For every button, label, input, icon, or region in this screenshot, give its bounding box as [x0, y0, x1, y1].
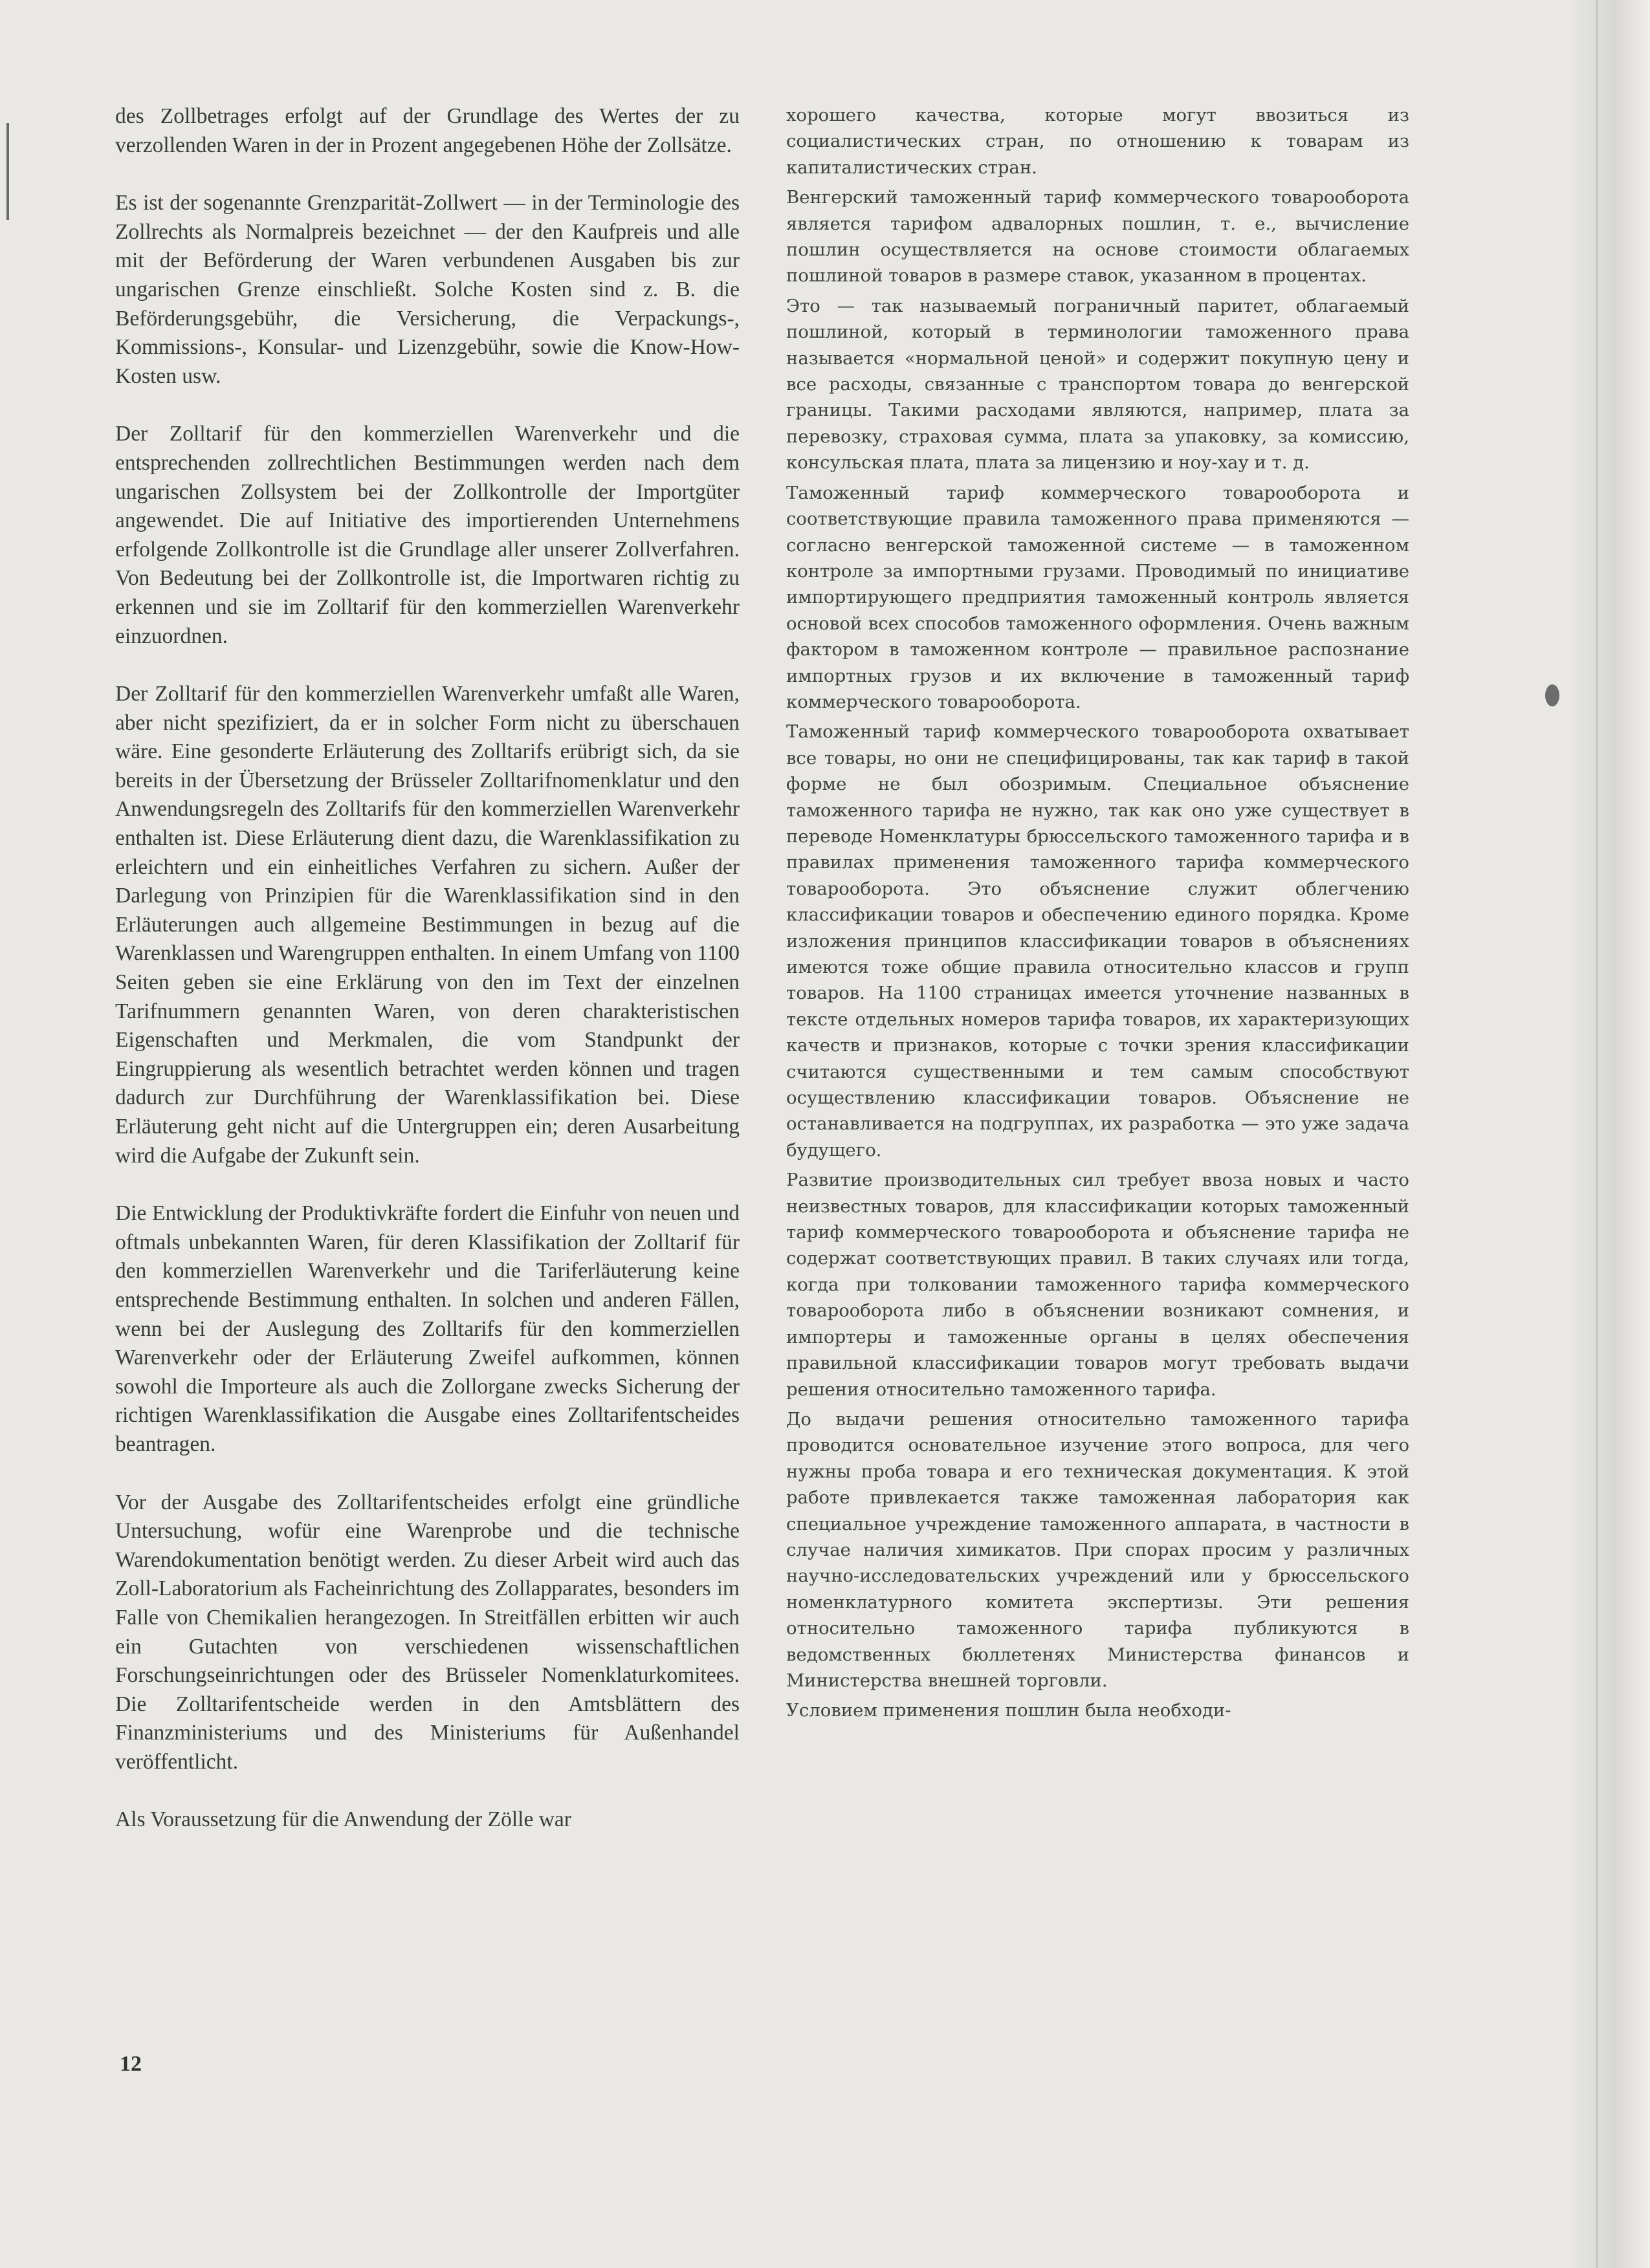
russian-paragraph-4: Таможенный тариф коммерческого товарооборота и соответствующие правила таможенного права применяются — согласно венгерской таможенной системе — в таможенном контроле за импортными грузами. Проводимый по инициативе импортирующего предприятия таможенный контроль является основой всех способов таможенного оформления. Очень важным фактором в таможенном контроле — правильное распознание импортных грузов и их включение в таможенный тариф коммерческого товарооборота.	[786, 482, 1409, 712]
russian-column	[786, 102, 1409, 1728]
german-column	[115, 102, 740, 1864]
german-paragraph-3: Der Zolltarif für den kommerziellen Warenverkehr und die entsprechenden zollrechtlichen Bestimmungen werden nach dem ungarischen Zollsystem bei der Zollkontrolle der Importgüter angewendet. Die auf Initiative des importierenden Unternehmens erfolgende Zollkontrolle ist die Grundlage aller unserer Zollverfahren. Von Bedeutung bei der Zollkontrolle ist, die Importwaren richtig zu erkennen und sie im Zolltarif für den kommerziellen Warenverkehr einzuordnen.	[115, 422, 740, 648]
russian-paragraph-2: Венгерский таможенный тариф коммерческого товарооборота является тарифом адвалорных пошлин, т. е., вычисление пошлин осуществляется на основе стоимости облагаемых пошлиной товаров в размере ставок, указанном в процентах.	[786, 187, 1409, 287]
german-paragraph-2: Es ist der sogenannte Grenzparität-Zollwert — in der Terminologie des Zollrechts als Normalpreis bezeichnet — der den Kaufpreis und alle mit der Beförderung der Waren verbundenen Ausgaben bis zur ungarischen Grenze einschließt. Solche Kosten sind z. B. die Beförderungsgebühr, die Versicherung, die Verpackungs-, Kommissions-, Konsular- und Lizenzgebühr, sowie die Know-How-Kosten usw.	[115, 191, 740, 388]
russian-paragraph-3: Это — так называемый пограничный паритет, облагаемый пошлиной, который в терминологии таможенного права называется «нормальной ценой» и содержит покупную цену и все расходы, связанные с транспортом товара до венгерской границы. Такими расходами являются, например, плата за перевозку, страховая сумма, плата за упаковку, за комиссию, консульская плата, плата за лицензию и ноу-хау и т. д.	[786, 295, 1409, 474]
russian-paragraph-8: Условием применения пошлин была необходи-	[786, 1700, 1231, 1721]
left-margin-mark	[6, 123, 9, 220]
german-paragraph-1: des Zollbetrages erfolgt auf der Grundlage des Wertes der zu verzollenden Waren in der in Prozent angegebenen Höhe der Zollsätze.	[115, 104, 740, 157]
russian-paragraph-5: Таможенный тариф коммерческого товарооборота охватывает все товары, но они не специфицированы, так как тариф в такой форме не был обозримым. Специальное объяснение таможенного тарифа не нужно, так как оно уже существует в переводе Номенклатуры брюссельского таможенного тарифа и в правилах применения таможенного тарифа коммерческого товарооборота. Это объяснение служит облегчению классификации товаров и обеспечению единого порядка. Кроме изложения принципов классификации товаров в объяснениях имеются тоже общие правила относительно классов и групп товаров. На 1100 страницах имеется уточнение названных в тексте отдельных номеров тарифа товаров, их характеризующих качеств и признаков, которые с точки зрения классификации считаются существенными и тем самым способствуют осуществлению классификации товаров. Объяснение не останавливается на подгруппах, их разработка — это уже задача будущего.	[786, 721, 1409, 1161]
ink-blot	[1545, 684, 1559, 706]
german-paragraph-7: Als Voraussetzung für die Anwendung der Zölle war	[115, 1807, 571, 1832]
german-paragraph-6: Vor der Ausgabe des Zolltarifentscheides erfolgt eine gründliche Untersuchung, wofür eine Warenprobe und die technische Warendokumentation benötigt werden. Zu dieser Arbeit wird auch das Zoll-Laboratorium als Facheinrichtung des Zollapparates, besonders im Falle von Chemikalien herangezogen. In Streitfällen erbitten wir auch ein Gutachten von verschiedenen wissenschaftlichen Forschungseinrichtungen oder des Brüsseler Nomenklaturkomitees. Die Zolltarifentscheide werden in den Amtsblättern des Finanzministeriums und des Ministeriums für Außenhandel veröffentlicht.	[115, 1490, 740, 1774]
russian-paragraph-7: До выдачи решения относительно таможенного тарифа проводится основательное изучение этого вопроса, для чего нужны проба товара и его техническая документация. К этой работе привлекается также таможенная лаборатория как специальное учреждение таможенного аппарата, в частности в случае наличия химикатов. При спорах просим у различных научно-исследовательских учреждений или у брюссельского номенклатурного комитета экспертизы. Эти решения относительно таможенного тарифа публикуются в ведомственных бюллетенях Министерства финансов и Министерства внешней торговли.	[786, 1408, 1409, 1691]
russian-paragraph-1: хорошего качества, которые могут ввозиться из социалистических стран, по отношению к товарам из капиталистических стран.	[786, 105, 1409, 178]
russian-paragraph-6: Развитие производительных сил требует ввоза новых и часто неизвестных товаров, для классификации которых таможенный тариф коммерческого товарооборота и объяснение тарифа не содержат соответствующих правил. В таких случаях или тогда, когда при толковании таможенного тарифа коммерческого товарооборота либо в объяснении возникают сомнения, и импортеры и таможенные органы в целях обеспечения правильной классификации товаров могут требовать выдачи решения относительно таможенного тарифа.	[786, 1170, 1409, 1400]
page-number: 12	[120, 2052, 142, 2076]
page-binding-shadow	[1572, 0, 1650, 2268]
page-edge	[1596, 0, 1598, 2268]
german-paragraph-4: Der Zolltarif für den kommerziellen Warenverkehr umfaßt alle Waren, aber nicht spezifiziert, da er in solcher Form nicht zu überschauen wäre. Eine gesonderte Erläuterung des Zolltarifs erübrigt sich, da sie bereits in der Übersetzung der Brüsseler Zolltarifnomenklatur und den Anwendungsregeln des Zolltarifs für den kommerziellen Warenverkehr enthalten ist. Diese Erläuterung dient dazu, die Warenklassifikation zu erleichtern und ein einheitliches Verfahren zu sichern. Außer der Darlegung von Prinzipien für die Warenklassifikation sind in den Erläuterungen auch allgemeine Bestimmungen in bezug auf die Warenklassen und Warengruppen enthalten. In einem Umfang von 1100 Seiten geben sie eine Erklärung von den im Text der einzelnen Tarifnummern genannten Waren, von deren charakteristischen Eigenschaften und Merkmalen, die vom Standpunkt der Eingruppierung als wesentlich betrachtet werden können und tragen dadurch zur Durchführung der Warenklassifikation bei. Diese Erläuterung geht nicht auf die Untergruppen ein; deren Ausarbeitung wird die Aufgabe der Zukunft sein.	[115, 682, 740, 1168]
german-paragraph-5: Die Entwicklung der Produktivkräfte fordert die Einfuhr von neuen und oftmals unbekannten Waren, für deren Klassifikation der Zolltarif für den kommerziellen Warenverkehr und die Tariferläuterung keine entsprechende Bestimmung enthalten. In solchen und anderen Fällen, wenn bei der Auslegung des Zolltarifs für den kommerziellen Warenverkehr oder der Erläuterung Zweifel aufkommen, können sowohl die Importeure als auch die Zollorgane zwecks Sicherung der richtigen Warenklassifikation die Ausgabe eines Zolltarifentscheides beantragen.	[115, 1201, 740, 1456]
